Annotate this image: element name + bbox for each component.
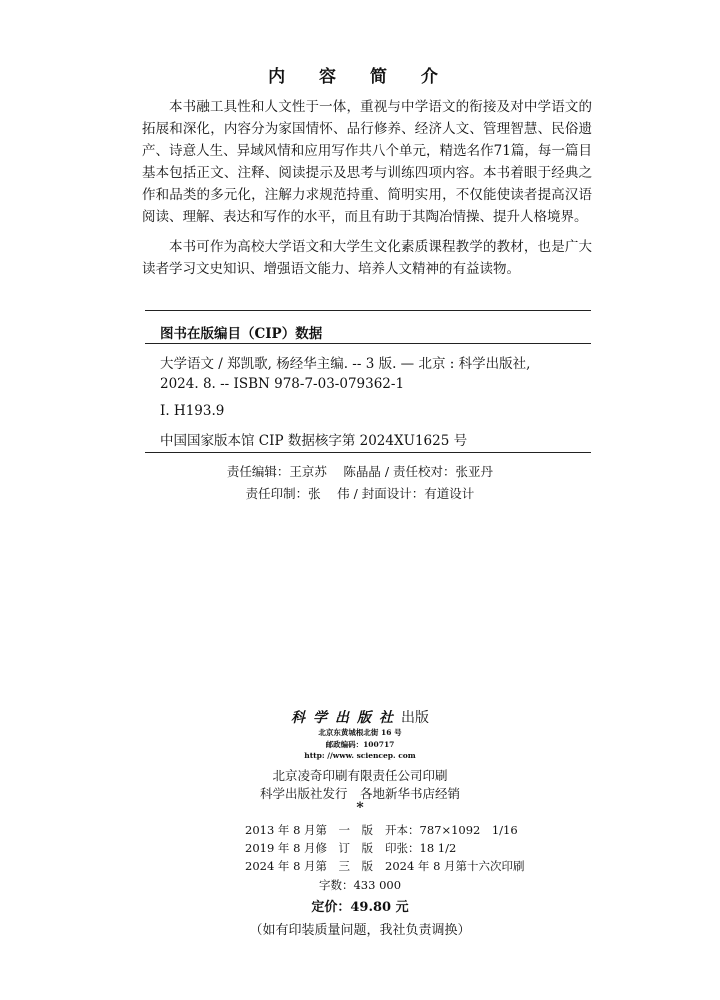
publisher-address: 北京东黄城根北街 16 号 — [318, 728, 402, 737]
publisher-url: http: //www. sciencep. com — [304, 751, 416, 760]
printer-line: 北京凌奇印刷有限责任公司印刷 — [272, 768, 448, 783]
editor-credits: 责任编辑：王京苏 陈晶晶 / 责任校对：张亚丹 — [226, 464, 494, 479]
publisher-logo-text: 科学出版社 — [291, 710, 401, 726]
distribution-line: 科学出版社发行 各地新华书店经销 — [259, 786, 460, 801]
cip-bottom-rule — [145, 452, 591, 453]
separator-asterisk: * — [356, 800, 364, 816]
edition-row-1-left: 2013 年 8 月第 一 版 — [245, 823, 374, 837]
cip-classification: Ⅰ. H193.9 — [160, 403, 225, 419]
publisher-postcode: 邮政编码：100717 — [325, 740, 395, 749]
cip-line-2: 2024. 8. -- ISBN 978-7-03-079362-1 — [160, 376, 405, 392]
edition-row-2-right: 印张：18 1/2 — [385, 841, 457, 855]
page-title: 内 容 简 介 — [268, 67, 452, 87]
edition-row-3-right: 2024 年 8 月第十六次印刷 — [385, 859, 525, 873]
edition-row-3-left: 2024 年 8 月第 三 版 — [245, 859, 374, 873]
edition-row-1-right: 开本：787×1092 1/16 — [385, 823, 518, 837]
publisher-line — [0, 707, 720, 727]
intro-paragraph-2: 本书可作为高校大学语文和大学生文化素质课程教学的教材，也是广大读者学习文史知识、增强语文能力、培养人文精神的有益读物。 — [142, 239, 592, 277]
word-count: 字数：433 000 — [318, 878, 402, 892]
price: 定价：49.80 元 — [311, 900, 409, 915]
cip-top-rule — [145, 310, 591, 311]
publisher-suffix: 出版 — [401, 710, 429, 726]
cip-record: 中国国家版本馆 CIP 数据核字第 2024XU1625 号 — [160, 433, 468, 449]
quality-notice: （如有印装质量问题，我社负责调换） — [249, 923, 471, 938]
production-credits: 责任印制：张 伟 / 封面设计：有道设计 — [245, 486, 475, 501]
edition-row-2-left: 2019 年 8 月修 订 版 — [245, 841, 374, 855]
intro-paragraph-1: 本书融工具性和人文性于一体，重视与中学语文的衔接及对中学语文的拓展和深化，内容分为家国情怀、品行修养、经济人文、管理智慧、民俗遗产、诗意人生、异域风情和应用写作共八个单元，精选名作71篇，每一篇目基本包括正文、注释、阅读提示及思考与训练四项内容。本书着眼于经典之作和品类的多元化，注解力求规范持重、简明实用，不仅能使读者提高汉语阅读、理解、表达和写作的水平，而且有助于其陶冶情操、提升人格境界。 — [142, 99, 592, 225]
cip-heading-rule — [145, 343, 591, 344]
cip-line-1: 大学语文 / 郑凯歌, 杨经华主编. -- 3 版. — 北京 : 科学出版社, — [160, 356, 531, 372]
cip-heading: 图书在版编目（CIP）数据 — [160, 326, 323, 342]
